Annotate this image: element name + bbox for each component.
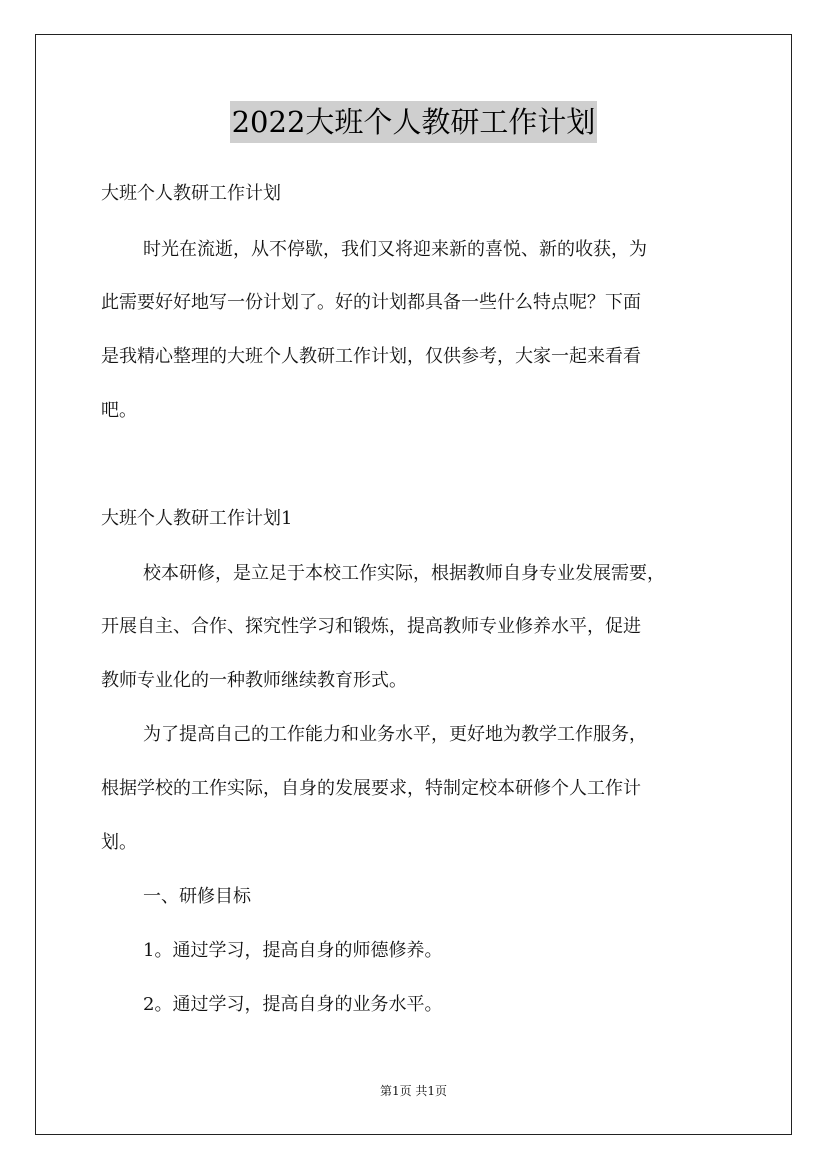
paragraph-line: 吧。 <box>101 400 137 421</box>
paragraph-line: 划。 <box>101 832 137 853</box>
paragraph-line: 为了提高自己的工作能力和业务水平，更好地为教学工作服务， <box>143 724 647 745</box>
paragraph-line: 是我精心整理的大班个人教研工作计划，仅供参考，大家一起来看看 <box>101 346 641 367</box>
section-heading: 大班个人教研工作计划1 <box>101 508 293 529</box>
page-footer: 第1页 共1页 <box>379 1084 448 1098</box>
paragraph-line: 开展自主、合作、探究性学习和锻炼，提高教师专业修养水平，促进 <box>101 616 641 637</box>
title-container <box>0 101 827 143</box>
paragraph-line: 此需要好好地写一份计划了。好的计划都具备一些什么特点呢？下面 <box>101 292 641 313</box>
section-heading: 大班个人教研工作计划 <box>101 183 281 204</box>
paragraph-line: 时光在流逝，从不停歇，我们又将迎来新的喜悦、新的收获，为 <box>143 239 647 260</box>
paragraph-line: 校本研修，是立足于本校工作实际，根据教师自身专业发展需要， <box>143 563 665 584</box>
paragraph-line: 根据学校的工作实际，自身的发展要求，特制定校本研修个人工作计 <box>101 778 641 799</box>
list-item: 1。通过学习，提高自身的师德修养。 <box>143 940 443 961</box>
subheading: 一、研修目标 <box>143 886 251 907</box>
paragraph-line: 教师专业化的一种教师继续教育形式。 <box>101 670 407 691</box>
document-title: 2022大班个人教研工作计划 <box>230 101 598 143</box>
list-item: 2。通过学习，提高自身的业务水平。 <box>143 994 443 1015</box>
